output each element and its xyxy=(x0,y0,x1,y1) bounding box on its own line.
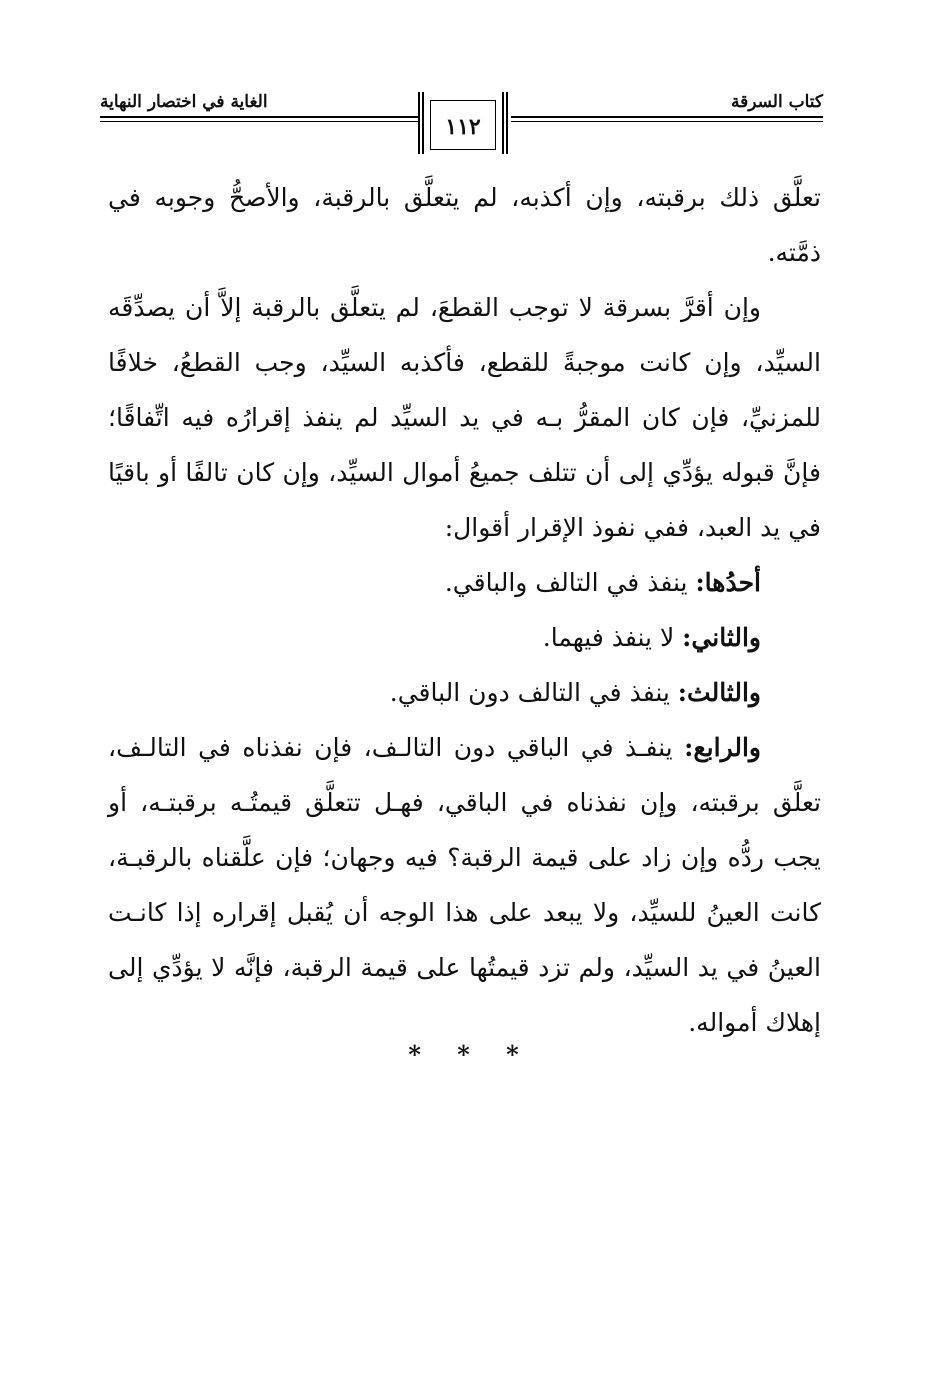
opinion-third-label: والثالث: xyxy=(677,678,761,707)
opinion-third xyxy=(108,665,821,720)
opinion-fourth-label: والرابع: xyxy=(684,733,761,762)
opinion-first-label: أحدُها: xyxy=(695,568,761,597)
paragraph-confession: وإن أقرَّ بسرقة لا توجب القطعَ، لم يتعلَّق بالرقبة إلاَّ أن يصدِّقَه السيِّد، وإن كانت موجبةً للقطع، فأكذبه السيِّد، وجب القطعُ، خلافًا للمزنيِّ، فإن كان المقرُّ بـه في يد السيِّد لم ينفذ إقرارُه فيه اتِّفاقًا؛ فإنَّ قبوله يؤدِّي إلى أن تتلف جميعُ أموال السيِّد، وإن كان تالفًا أو باقيًا في يد العبد، ففي نفوذ الإقرار أقوال: xyxy=(108,293,821,542)
chapter-title: كتاب السرقة xyxy=(730,92,823,112)
opinion-first-text: ينفذ في التالف والباقي. xyxy=(444,568,696,597)
opinion-second-label: والثاني: xyxy=(682,623,761,652)
page-number-frame xyxy=(418,92,508,154)
page-header xyxy=(100,92,823,154)
section-end-ornament: * * * xyxy=(408,1040,533,1069)
opinion-third-text: ينفذ في التالف دون الباقي. xyxy=(389,678,678,707)
opinion-first xyxy=(108,555,821,610)
paragraph-continuation: تعلَّق ذلك برقبته، وإن أكذبه، لم يتعلَّق بالرقبة، والأصحُّ وجوبه في ذمَّته. xyxy=(108,183,821,267)
header-rule-right xyxy=(511,116,823,118)
opinion-fourth xyxy=(108,720,821,1050)
opinion-second xyxy=(108,610,821,665)
page-body xyxy=(108,170,821,1050)
book-title: الغاية في اختصار النهاية xyxy=(100,92,268,112)
opinion-fourth-text: ينفـذ في الباقي دون التالـف، فإن نفذناه في التالـف، تعلَّق برقبته، وإن نفذناه في الباقي، فهـل تتعلَّق قيمتُـه برقبتـه، أو يجب ردُّه وإن زاد على قيمة الرقبة؟ فيه وجهان؛ فإن علَّقناه بالرقبـة، كانت العينُ للسيِّد، ولا يبعد على هذا الوجه أن يُقبل إقراره إذا كانـت العينُ في يد السيِّد، ولم تزد قيمتُها على قيمة الرقبة، فإنَّه لا يؤدِّي إلى إهلاك أمواله. xyxy=(108,733,821,1037)
opinion-second-text: لا ينفذ فيهما. xyxy=(542,623,683,652)
header-rule-left xyxy=(100,116,418,118)
page-number: ١١٢ xyxy=(445,114,481,140)
